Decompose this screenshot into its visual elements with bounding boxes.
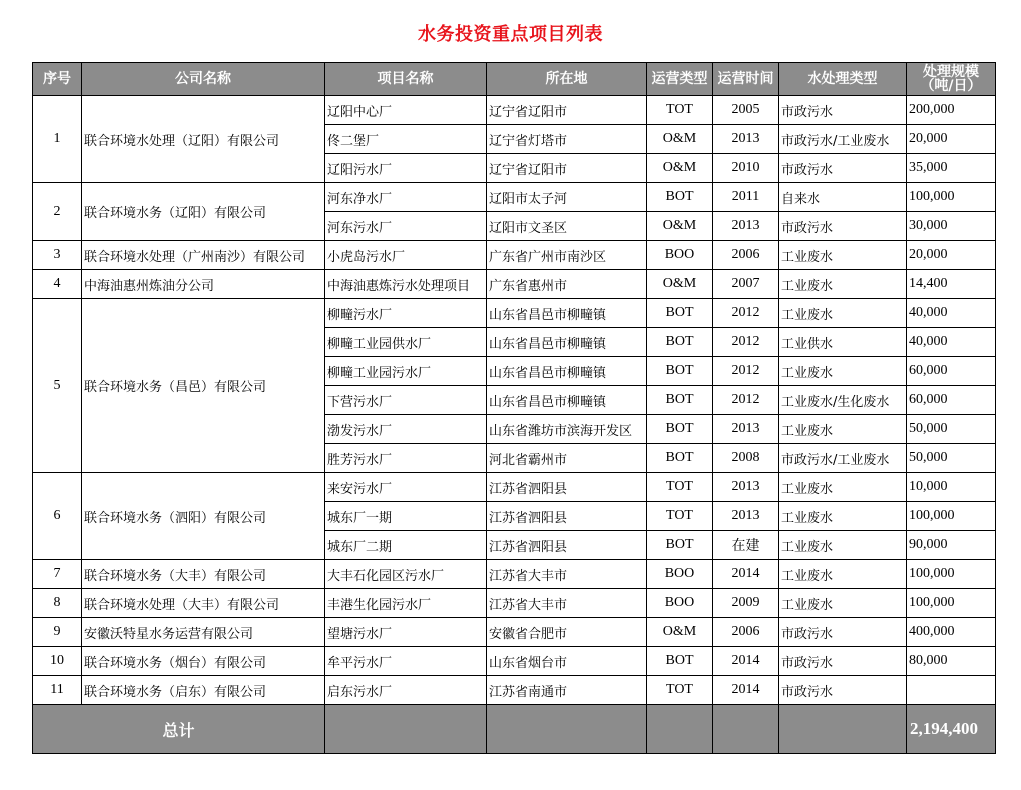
water-type-cell: 工业废水: [779, 357, 907, 386]
table-body: [33, 96, 996, 705]
water-type-cell: 工业废水/生化废水: [779, 386, 907, 415]
op-time-cell: 2014: [713, 676, 779, 705]
seq-cell: 2: [33, 183, 82, 241]
op-type-cell: BOT: [647, 183, 713, 212]
op-time-cell: 2013: [713, 125, 779, 154]
company-cell: 联合环境水务（烟台）有限公司: [82, 647, 325, 676]
op-time-cell: 2006: [713, 241, 779, 270]
location-cell: 山东省烟台市: [487, 647, 647, 676]
location-cell: 山东省潍坊市滨海开发区: [487, 415, 647, 444]
location-cell: 山东省昌邑市柳疃镇: [487, 328, 647, 357]
table-row: [33, 473, 996, 502]
op-type-cell: O&M: [647, 212, 713, 241]
project-cell: 柳疃工业园污水厂: [325, 357, 487, 386]
location-cell: 山东省昌邑市柳疃镇: [487, 299, 647, 328]
op-type-cell: BOO: [647, 589, 713, 618]
op-type-cell: BOT: [647, 386, 713, 415]
op-type-cell: BOT: [647, 328, 713, 357]
water-type-cell: 工业废水: [779, 473, 907, 502]
table-row: [33, 676, 996, 705]
project-cell: 启东污水厂: [325, 676, 487, 705]
project-cell: 丰港生化园污水厂: [325, 589, 487, 618]
op-type-cell: TOT: [647, 502, 713, 531]
header-scale: [907, 63, 996, 96]
header-project: 项目名称: [325, 63, 487, 96]
water-type-cell: 工业废水: [779, 589, 907, 618]
seq-cell: 7: [33, 560, 82, 589]
company-cell: 联合环境水务（启东）有限公司: [82, 676, 325, 705]
project-cell: 小虎岛污水厂: [325, 241, 487, 270]
table-row: [33, 647, 996, 676]
op-type-cell: BOT: [647, 415, 713, 444]
header-company: 公司名称: [82, 63, 325, 96]
water-type-cell: 市政污水: [779, 212, 907, 241]
header-op-type: 运营类型: [647, 63, 713, 96]
op-type-cell: BOT: [647, 299, 713, 328]
table-row: [33, 96, 996, 125]
op-time-cell: 2012: [713, 386, 779, 415]
scale-cell: 60,000: [907, 386, 996, 415]
seq-cell: 1: [33, 96, 82, 183]
water-type-cell: 工业废水: [779, 299, 907, 328]
project-cell: 城东厂一期: [325, 502, 487, 531]
location-cell: 河北省霸州市: [487, 444, 647, 473]
scale-cell: 40,000: [907, 328, 996, 357]
op-type-cell: TOT: [647, 473, 713, 502]
water-type-cell: 市政污水: [779, 154, 907, 183]
seq-cell: 4: [33, 270, 82, 299]
op-type-cell: BOT: [647, 444, 713, 473]
project-cell: 辽阳污水厂: [325, 154, 487, 183]
project-cell: 河东污水厂: [325, 212, 487, 241]
op-time-cell: 2006: [713, 618, 779, 647]
seq-cell: 10: [33, 647, 82, 676]
location-cell: 江苏省大丰市: [487, 589, 647, 618]
location-cell: 山东省昌邑市柳疃镇: [487, 357, 647, 386]
header-scale-line2: （吨/日）: [920, 78, 982, 94]
table-row: [33, 270, 996, 299]
water-type-cell: 工业废水: [779, 502, 907, 531]
scale-cell: 100,000: [907, 502, 996, 531]
project-cell: 大丰石化园区污水厂: [325, 560, 487, 589]
project-table: [32, 62, 996, 754]
op-time-cell: 2013: [713, 415, 779, 444]
project-cell: 中海油惠炼污水处理项目: [325, 270, 487, 299]
op-time-cell: 2009: [713, 589, 779, 618]
header-op-time: 运营时间: [713, 63, 779, 96]
location-cell: 江苏省泗阳县: [487, 473, 647, 502]
company-cell: 联合环境水处理（广州南沙）有限公司: [82, 241, 325, 270]
total-empty-cell: [713, 705, 779, 754]
company-cell: 联合环境水务（昌邑）有限公司: [82, 299, 325, 473]
op-time-cell: 2012: [713, 357, 779, 386]
header-seq: 序号: [33, 63, 82, 96]
op-type-cell: BOT: [647, 647, 713, 676]
seq-cell: 8: [33, 589, 82, 618]
project-cell: 胜芳污水厂: [325, 444, 487, 473]
scale-cell: 400,000: [907, 618, 996, 647]
scale-cell: 100,000: [907, 560, 996, 589]
location-cell: 广东省惠州市: [487, 270, 647, 299]
op-type-cell: O&M: [647, 270, 713, 299]
location-cell: 山东省昌邑市柳疃镇: [487, 386, 647, 415]
project-cell: 下营污水厂: [325, 386, 487, 415]
location-cell: 辽宁省辽阳市: [487, 154, 647, 183]
op-type-cell: BOO: [647, 241, 713, 270]
project-cell: 城东厂二期: [325, 531, 487, 560]
scale-cell: 100,000: [907, 183, 996, 212]
op-time-cell: 2008: [713, 444, 779, 473]
scale-cell: 50,000: [907, 415, 996, 444]
location-cell: 辽宁省灯塔市: [487, 125, 647, 154]
header-water-type: 水处理类型: [779, 63, 907, 96]
location-cell: 辽阳市文圣区: [487, 212, 647, 241]
project-cell: 柳疃工业园供水厂: [325, 328, 487, 357]
project-cell: 佟二堡厂: [325, 125, 487, 154]
scale-cell: 60,000: [907, 357, 996, 386]
op-type-cell: BOO: [647, 560, 713, 589]
op-time-cell: 2014: [713, 560, 779, 589]
company-cell: 联合环境水务（大丰）有限公司: [82, 560, 325, 589]
op-time-cell: 2012: [713, 328, 779, 357]
scale-cell: 20,000: [907, 125, 996, 154]
water-type-cell: 工业废水: [779, 531, 907, 560]
total-empty-cell: [647, 705, 713, 754]
op-type-cell: TOT: [647, 676, 713, 705]
page-title: 水务投资重点项目列表: [418, 24, 603, 45]
water-type-cell: 市政污水: [779, 676, 907, 705]
op-time-cell: 2013: [713, 473, 779, 502]
company-cell: 中海油惠州炼油分公司: [82, 270, 325, 299]
total-empty-cell: [779, 705, 907, 754]
op-type-cell: BOT: [647, 531, 713, 560]
total-label: 总计: [33, 705, 325, 754]
table-row: [33, 183, 996, 212]
scale-cell: 20,000: [907, 241, 996, 270]
water-type-cell: 市政污水: [779, 618, 907, 647]
location-cell: 江苏省泗阳县: [487, 531, 647, 560]
op-time-cell: 2012: [713, 299, 779, 328]
op-time-cell: 2014: [713, 647, 779, 676]
header-scale-line1: 处理规模: [923, 64, 979, 80]
location-cell: 广东省广州市南沙区: [487, 241, 647, 270]
scale-cell: 80,000: [907, 647, 996, 676]
company-cell: 联合环境水处理（辽阳）有限公司: [82, 96, 325, 183]
seq-cell: 5: [33, 299, 82, 473]
location-cell: 安徽省合肥市: [487, 618, 647, 647]
table-row: [33, 618, 996, 647]
op-type-cell: O&M: [647, 125, 713, 154]
water-type-cell: 工业供水: [779, 328, 907, 357]
total-empty-cell: [487, 705, 647, 754]
op-time-cell: 2011: [713, 183, 779, 212]
company-cell: 联合环境水务（辽阳）有限公司: [82, 183, 325, 241]
op-time-cell: 2005: [713, 96, 779, 125]
water-type-cell: 市政污水: [779, 96, 907, 125]
header-location: 所在地: [487, 63, 647, 96]
op-type-cell: O&M: [647, 618, 713, 647]
op-time-cell: 2013: [713, 212, 779, 241]
location-cell: 辽宁省辽阳市: [487, 96, 647, 125]
seq-cell: 6: [33, 473, 82, 560]
water-type-cell: 自来水: [779, 183, 907, 212]
total-empty-cell: [325, 705, 487, 754]
location-cell: 江苏省泗阳县: [487, 502, 647, 531]
header-row: [33, 63, 996, 96]
scale-cell: 50,000: [907, 444, 996, 473]
scale-cell: 90,000: [907, 531, 996, 560]
water-type-cell: 工业废水: [779, 415, 907, 444]
project-cell: 来安污水厂: [325, 473, 487, 502]
company-cell: 安徽沃特星水务运营有限公司: [82, 618, 325, 647]
table-row: [33, 241, 996, 270]
location-cell: 江苏省南通市: [487, 676, 647, 705]
scale-cell: 14,400: [907, 270, 996, 299]
seq-cell: 9: [33, 618, 82, 647]
scale-cell: 30,000: [907, 212, 996, 241]
water-type-cell: 工业废水: [779, 560, 907, 589]
water-type-cell: 工业废水: [779, 241, 907, 270]
op-time-cell: 2010: [713, 154, 779, 183]
op-type-cell: BOT: [647, 357, 713, 386]
op-type-cell: TOT: [647, 96, 713, 125]
project-cell: 牟平污水厂: [325, 647, 487, 676]
seq-cell: 3: [33, 241, 82, 270]
op-time-cell: 在建: [713, 531, 779, 560]
op-type-cell: O&M: [647, 154, 713, 183]
scale-cell: 40,000: [907, 299, 996, 328]
project-cell: 河东净水厂: [325, 183, 487, 212]
water-type-cell: 工业废水: [779, 270, 907, 299]
table-row: [33, 560, 996, 589]
op-time-cell: 2013: [713, 502, 779, 531]
project-cell: 柳疃污水厂: [325, 299, 487, 328]
location-cell: 江苏省大丰市: [487, 560, 647, 589]
op-time-cell: 2007: [713, 270, 779, 299]
scale-cell: 10,000: [907, 473, 996, 502]
project-cell: 望塘污水厂: [325, 618, 487, 647]
water-type-cell: 市政污水: [779, 647, 907, 676]
scale-cell: [907, 676, 996, 705]
project-cell: 渤发污水厂: [325, 415, 487, 444]
water-type-cell: 市政污水/工业废水: [779, 125, 907, 154]
location-cell: 辽阳市太子河: [487, 183, 647, 212]
project-cell: 辽阳中心厂: [325, 96, 487, 125]
scale-cell: 200,000: [907, 96, 996, 125]
seq-cell: 11: [33, 676, 82, 705]
total-value: 2,194,400: [907, 705, 996, 754]
total-row: [33, 705, 996, 754]
company-cell: 联合环境水处理（大丰）有限公司: [82, 589, 325, 618]
company-cell: 联合环境水务（泗阳）有限公司: [82, 473, 325, 560]
water-type-cell: 市政污水/工业废水: [779, 444, 907, 473]
scale-cell: 100,000: [907, 589, 996, 618]
table-row: [33, 299, 996, 328]
table-row: [33, 589, 996, 618]
scale-cell: 35,000: [907, 154, 996, 183]
